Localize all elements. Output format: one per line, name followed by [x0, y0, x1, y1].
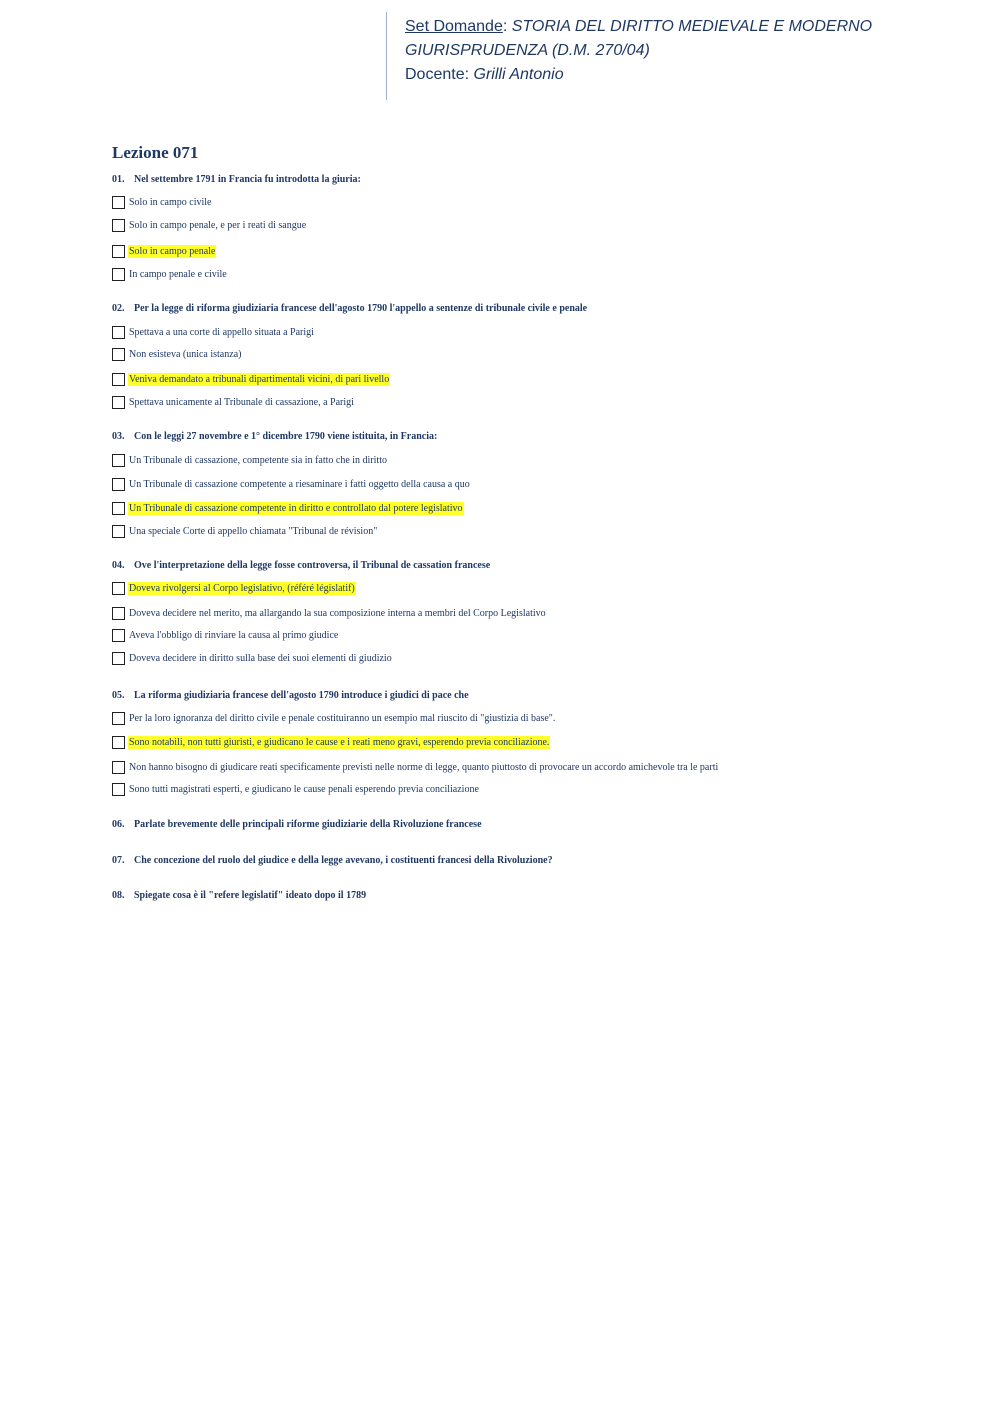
option-text: Spettava a una corte di appello situata a Parigi	[129, 327, 314, 338]
checkbox[interactable]	[112, 607, 125, 620]
checkbox[interactable]	[112, 736, 125, 749]
question-number: 07.	[112, 855, 125, 866]
set-label: Set Domande	[405, 18, 503, 35]
checkbox[interactable]	[112, 245, 125, 258]
question-number: 05.	[112, 690, 125, 701]
course-title-line2: GIURISPRUDENZA (D.M. 270/04)	[405, 42, 650, 59]
checkbox[interactable]	[112, 478, 125, 491]
option-text-highlighted: Veniva demandato a tribunali dipartimentali vicini, di pari livello	[129, 374, 390, 385]
document-header	[386, 12, 947, 100]
checkbox[interactable]	[112, 783, 125, 796]
checkbox[interactable]	[112, 502, 125, 515]
set-separator: :	[502, 18, 508, 35]
question-heading	[112, 303, 587, 314]
question-text: Per la legge di riforma giudiziaria francese dell'agosto 1790 l'appello a sentenze di tribunale civile e penale	[134, 303, 588, 314]
question-heading	[112, 431, 437, 442]
option-text-highlighted: Doveva rivolgersi al Corpo legislativo, (référé législatif)	[129, 583, 355, 594]
question-heading	[112, 819, 482, 830]
teacher-name: Grilli Antonio	[473, 66, 564, 83]
option-text: Un Tribunale di cassazione competente a riesaminare i fatti oggetto della causa a quo	[129, 479, 470, 490]
option-text: Una speciale Corte di appello chiamata "Tribunal de révision"	[129, 526, 378, 537]
option-text: In campo penale e civile	[129, 269, 227, 280]
question-text: Che concezione del ruolo del giudice e della legge avevano, i costituenti francesi della Rivoluzione?	[134, 855, 553, 866]
option-text: Non esisteva (unica istanza)	[129, 349, 242, 360]
option-text: Per la loro ignoranza del diritto civile e penale costituiranno un esempio mal riuscito di "giustizia di base".	[129, 713, 556, 724]
question-heading	[112, 560, 490, 571]
checkbox[interactable]	[112, 761, 125, 774]
question-number: 02.	[112, 303, 125, 314]
question-text: Parlate brevemente delle principali riforme giudiziarie della Rivoluzione francese	[134, 819, 482, 830]
option-text: Non hanno bisogno di giudicare reati specificamente previsti nelle norme di legge, quanto piuttosto di provocare un accordo amichevole tra le parti	[129, 762, 719, 773]
question-number: 06.	[112, 819, 125, 830]
checkbox[interactable]	[112, 525, 125, 538]
teacher-label: Docente:	[405, 66, 470, 83]
option-text: Aveva l'obbligo di rinviare la causa al primo giudice	[129, 630, 339, 641]
checkbox[interactable]	[112, 196, 125, 209]
checkbox[interactable]	[112, 268, 125, 281]
checkbox[interactable]	[112, 652, 125, 665]
question-heading	[112, 690, 469, 701]
question-number: 08.	[112, 890, 125, 901]
option-text: Doveva decidere in diritto sulla base dei suoi elementi di giudizio	[129, 653, 392, 664]
question-number: 01.	[112, 174, 125, 185]
question-heading	[112, 174, 361, 185]
checkbox[interactable]	[112, 629, 125, 642]
checkbox[interactable]	[112, 219, 125, 232]
lesson-title: Lezione 071	[112, 143, 199, 162]
course-title-line1: STORIA DEL DIRITTO MEDIEVALE E MODERNO	[511, 18, 873, 35]
checkbox[interactable]	[112, 326, 125, 339]
option-text-highlighted: Sono notabili, non tutti giuristi, e giudicano le cause e i reati meno gravi, esperendo previa conciliazione.	[129, 737, 550, 748]
question-number: 04.	[112, 560, 125, 571]
question-heading	[112, 890, 366, 901]
option-text: Spettava unicamente al Tribunale di cassazione, a Parigi	[129, 397, 354, 408]
option-text: Solo in campo penale, e per i reati di sangue	[129, 220, 307, 231]
option-text-highlighted: Solo in campo penale	[129, 246, 216, 257]
checkbox[interactable]	[112, 454, 125, 467]
header-course-line	[405, 18, 872, 36]
checkbox[interactable]	[112, 582, 125, 595]
checkbox[interactable]	[112, 373, 125, 386]
checkbox[interactable]	[112, 712, 125, 725]
option-text: Sono tutti magistrati esperti, e giudicano le cause penali esperendo previa conciliazione	[129, 784, 479, 795]
question-text: Nel settembre 1791 in Francia fu introdotta la giuria:	[134, 174, 361, 185]
question-heading	[112, 855, 553, 866]
checkbox[interactable]	[112, 348, 125, 361]
option-text: Solo in campo civile	[129, 197, 212, 208]
option-text: Un Tribunale di cassazione, competente sia in fatto che in diritto	[129, 455, 387, 466]
checkbox[interactable]	[112, 396, 125, 409]
question-text: Ove l'interpretazione della legge fosse controversa, il Tribunal de cassation francese	[134, 560, 491, 571]
question-text: Con le leggi 27 novembre e 1° dicembre 1790 viene istituita, in Francia:	[134, 431, 438, 442]
question-text: La riforma giudiziaria francese dell'agosto 1790 introduce i giudici di pace che	[134, 690, 469, 701]
question-text: Spiegate cosa è il "refere legislatif" ideato dopo il 1789	[134, 890, 367, 901]
option-text-highlighted: Un Tribunale di cassazione competente in diritto e controllato dal potere legislativo	[129, 503, 463, 514]
header-teacher-line	[405, 66, 564, 84]
question-number: 03.	[112, 431, 125, 442]
option-text: Doveva decidere nel merito, ma allargando la sua composizione interna a membri del Corpo Legislativo	[129, 608, 546, 619]
